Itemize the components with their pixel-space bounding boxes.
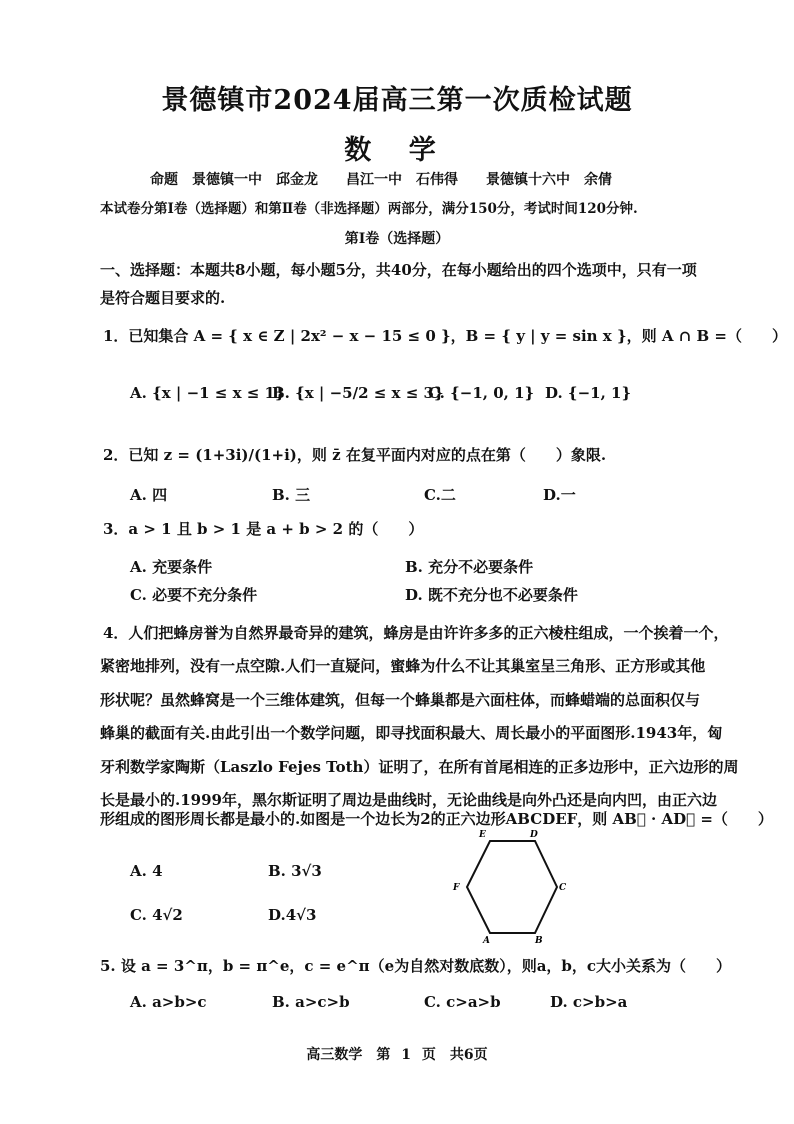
- q4-text-line-7: 形组成的图形周长都是最小的.如图是一个边长为2的正六边形ABCDEF，则 AB⃗ · AD⃗ =（ ）: [100, 810, 773, 828]
- q4-text-line-3: 形状呢？虽然蜂窝是一个三维体建筑，但每一个蜂巢都是六面柱体，而蜂蜡端的总面积仅与: [100, 691, 701, 709]
- q5-option-c: C. c>a>b: [424, 993, 501, 1011]
- q2-option-b: B. 三: [272, 486, 311, 504]
- q5-option-b: B. a>c>b: [272, 993, 350, 1011]
- q5-option-a: A. a>b>c: [130, 993, 207, 1011]
- vertex-label-e: E: [479, 830, 486, 840]
- section-instructions-2: 是符合题目要求的.: [100, 289, 226, 307]
- hexagon-figure: [440, 825, 580, 945]
- q1-option-d: D. {−1, 1}: [545, 384, 632, 402]
- vertex-label-a: A: [483, 936, 490, 945]
- q2-stem: 2．已知 z = (1+3i)/(1+i)，则 z̄ 在复平面内对应的点在第（ ）象限.: [103, 446, 607, 464]
- section-instructions-1: 一、选择题：本题共8小题，每小题5分，共40分，在每小题给出的四个选项中，只有一项: [100, 261, 697, 279]
- q4-option-a: A. 4: [130, 862, 163, 880]
- q4-text-line-5: 牙利数学家陶斯（Laszlo Fejes Toth）证明了，在所有首尾相连的正多边形中，正六边形的周: [100, 758, 739, 776]
- vertex-label-d: D: [530, 830, 538, 840]
- q4-option-d: D.4√3: [268, 906, 317, 924]
- authors-line: 命题 景德镇一中 邱金龙 昌江一中 石伟得 景德镇十六中 余倩: [150, 172, 612, 188]
- exam-title: 景德镇市2024届高三第一次质检试题: [161, 85, 633, 116]
- vertex-label-c: C: [559, 883, 567, 893]
- subject-title: 数 学: [344, 135, 450, 166]
- q3-option-a: A. 充要条件: [130, 558, 213, 576]
- vertex-label-b: B: [535, 936, 543, 945]
- q2-option-d: D.一: [543, 486, 576, 504]
- q4-text-line-2: 紧密地排列，没有一点空隙.人们一直疑问，蜜蜂为什么不让其巢室呈三角形、正方形或其他: [100, 657, 706, 675]
- vertex-label-f: F: [453, 883, 460, 893]
- q2-option-c: C.二: [424, 486, 456, 504]
- hexagon-shape: [467, 841, 557, 933]
- q4-text-line-6: 长是最小的.1999年，黑尔斯证明了周边是曲线时，无论曲线是向外凸还是向内凹，由正六边: [100, 791, 717, 809]
- q4-option-c: C. 4√2: [130, 906, 183, 924]
- q2-option-a: A. 四: [130, 486, 168, 504]
- q4-text-line-4: 蜂巢的截面有关.由此引出一个数学问题，即寻找面积最大、周长最小的平面图形.1943年，匈: [100, 724, 723, 742]
- q1-stem: 1．已知集合 A = { x ∈ Z | 2x² − x − 15 ≤ 0 }，B = { y | y = sin x }，则 A ∩ B =（ ）: [103, 327, 787, 345]
- exam-intro: 本试卷分第Ⅰ卷（选择题）和第Ⅱ卷（非选择题）两部分，满分150分，考试时间120分钟.: [100, 201, 638, 217]
- q3-option-c: C. 必要不充分条件: [130, 586, 258, 604]
- q3-option-d: D. 既不充分也不必要条件: [405, 586, 578, 604]
- q5-option-d: D. c>b>a: [550, 993, 628, 1011]
- q3-stem: 3．a > 1 且 b > 1 是 a + b > 2 的（ ）: [103, 520, 424, 538]
- q4-option-b: B. 3√3: [268, 862, 322, 880]
- q5-stem: 5. 设 a = 3^π，b = π^e，c = e^π（e为自然对数底数），则a，b，c大小关系为（ ）: [100, 957, 732, 975]
- q1-option-c: C. {−1, 0, 1}: [428, 384, 535, 402]
- q4-text-line-1: 4．人们把蜂房誉为自然界最奇异的建筑，蜂房是由许许多多的正六棱柱组成，一个挨着一个，: [103, 624, 729, 642]
- q1-option-b: B. {x | −5/2 ≤ x ≤ 3}: [272, 384, 444, 402]
- q3-option-b: B. 充分不必要条件: [405, 558, 534, 576]
- q1-option-a: A. {x | −1 ≤ x ≤ 1}: [130, 384, 285, 402]
- page-footer: 高三数学 第 1 页 共6页: [306, 1047, 488, 1063]
- section-title: 第Ⅰ卷（选择题）: [344, 231, 450, 247]
